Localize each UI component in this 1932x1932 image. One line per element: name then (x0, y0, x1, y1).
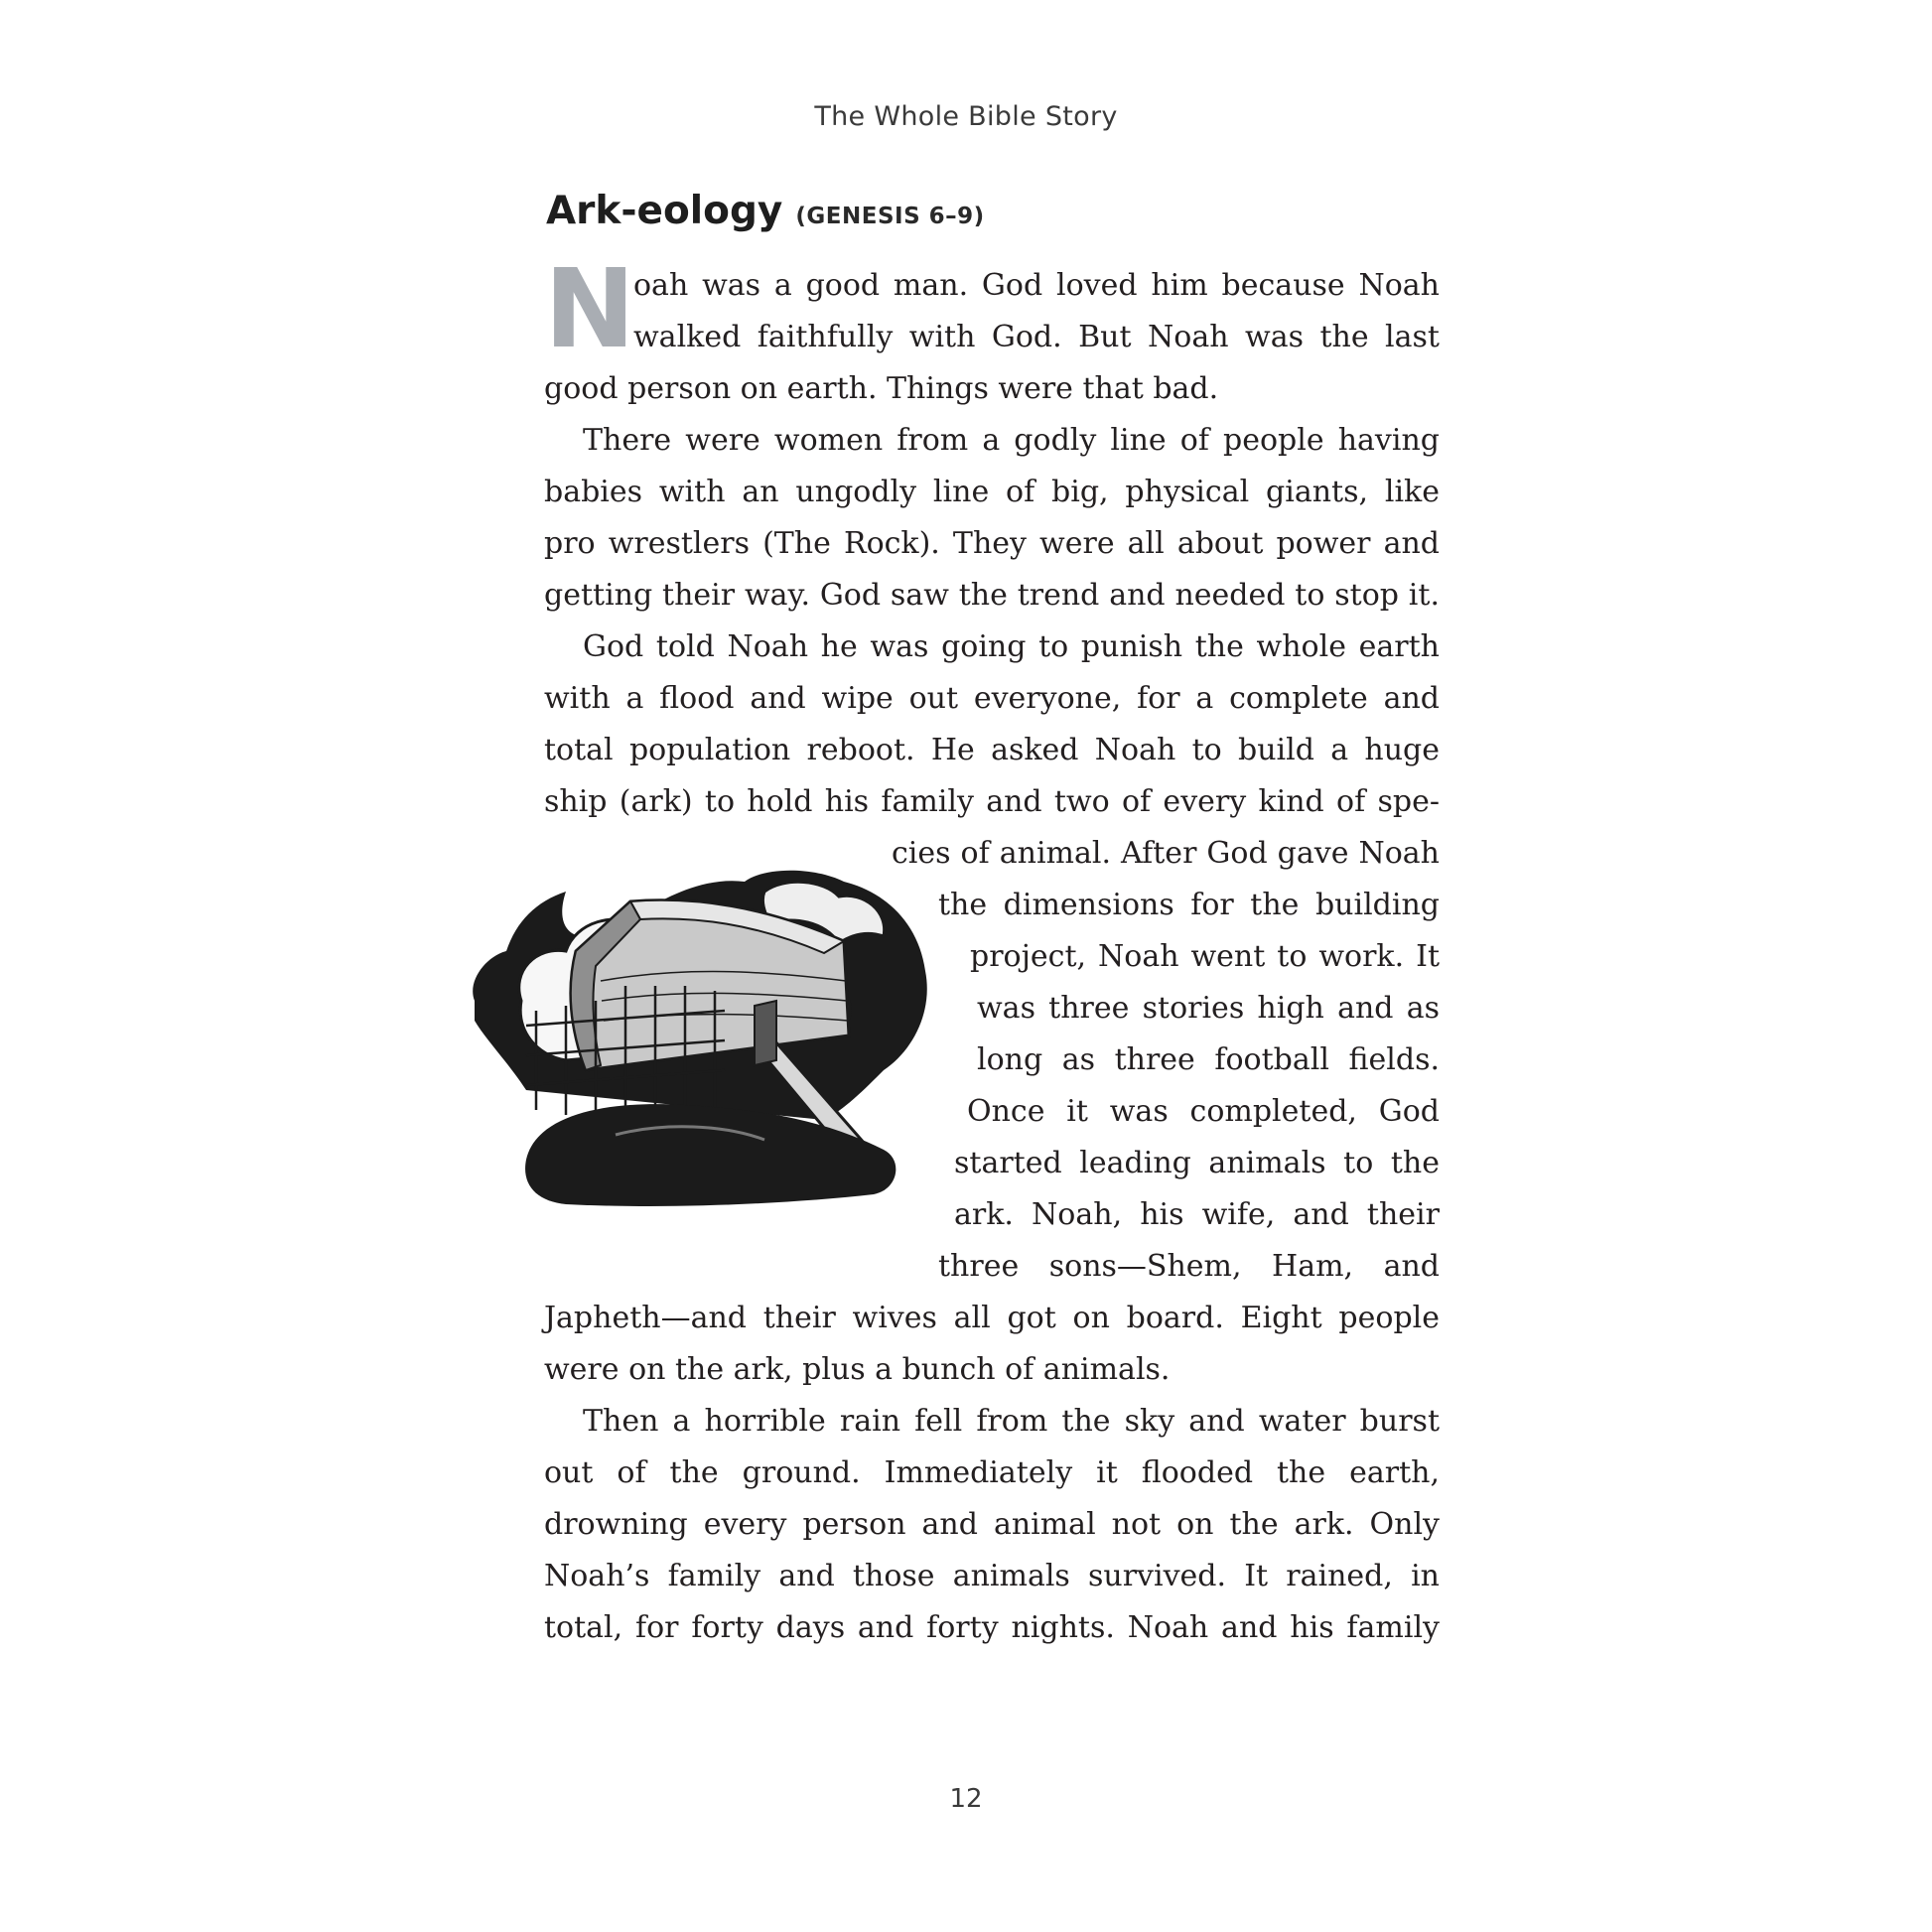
page-number: 12 (949, 1784, 983, 1814)
body-line: walked faithfully with God. But Noah was the last (633, 320, 1440, 354)
title-main: Ark-eology (546, 189, 783, 233)
body-line: Once it was completed, God (967, 1094, 1440, 1129)
body-line: started leading animals to the (954, 1146, 1440, 1180)
running-head: The Whole Bible Story (814, 101, 1118, 132)
body-line: cies of animal. After God gave Noah (892, 836, 1440, 871)
body-line: Japheth—and their wives all got on board. Eight people (544, 1301, 1440, 1335)
body-line: Noah’s family and those animals survived. It rained, in (544, 1559, 1440, 1593)
body-line: drowning every person and animal not on the ark. Only (544, 1507, 1440, 1542)
body-line: getting their way. God saw the trend and needed to stop it. (544, 578, 1440, 613)
body-line: project, Noah went to work. It (970, 939, 1440, 974)
body-line: babies with an ungodly line of big, physical giants, like (544, 475, 1440, 509)
body-line: oah was a good man. God loved him because Noah (633, 268, 1440, 303)
drop-cap: N (544, 245, 636, 372)
body-line: total, for forty days and forty nights. Noah and his family (544, 1610, 1440, 1645)
ark-door (755, 1001, 776, 1065)
body-line: long as three football fields. (977, 1042, 1440, 1077)
body-line: three sons—Shem, Ham, and (938, 1249, 1440, 1284)
body-line: with a flood and wipe out everyone, for a complete and (544, 681, 1440, 716)
body-line: was three stories high and as (977, 991, 1440, 1026)
scripture-reference: (GENESIS 6–9) (795, 204, 985, 229)
body-line: There were women from a godly line of people having (583, 423, 1440, 458)
body-line: total population reboot. He asked Noah to build a huge (544, 733, 1440, 767)
body-line: Then a horrible rain fell from the sky and water burst (583, 1404, 1440, 1439)
body-line: God told Noah he was going to punish the whole earth (583, 629, 1440, 664)
body-line: pro wrestlers (The Rock). They were all about power and (544, 526, 1440, 561)
body-line: ship (ark) to hold his family and two of every kind of spe- (544, 784, 1440, 819)
body-line: ark. Noah, his wife, and their (954, 1197, 1440, 1232)
body-line: out of the ground. Immediately it flooded the earth, (544, 1455, 1440, 1490)
body-line: were on the ark, plus a bunch of animals. (544, 1352, 1171, 1387)
body-line: good person on earth. Things were that bad. (544, 371, 1219, 406)
body-line: the dimensions for the building (938, 888, 1440, 922)
noahs-ark-illustration (467, 862, 933, 1219)
